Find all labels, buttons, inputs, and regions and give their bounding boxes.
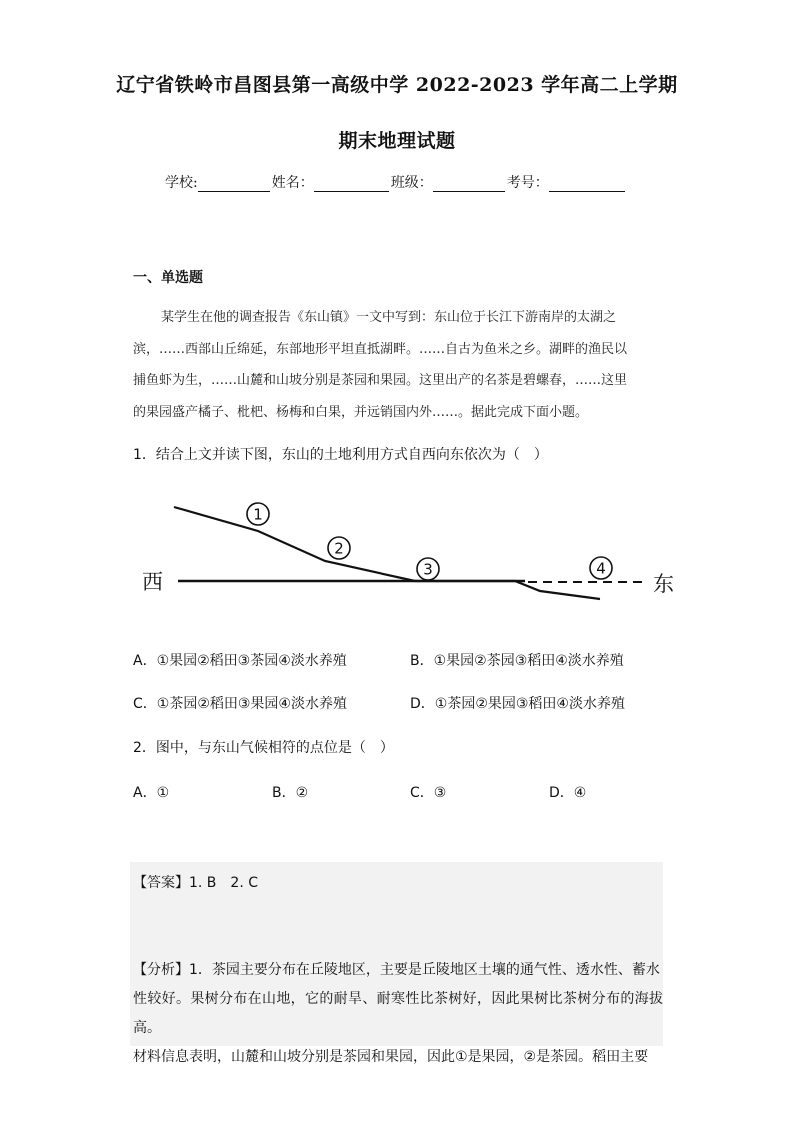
exam-number-label: 考号： xyxy=(506,175,549,191)
q2-option-c[interactable]: C．③ xyxy=(410,785,447,801)
analysis-text xyxy=(133,956,663,1072)
q1-option-c[interactable]: C．①茶园②稻田③果园④淡水养殖 xyxy=(133,696,347,712)
passage-line: 某学生在他的调查报告《东山镇》一文中写到：东山位于长江下游南岸的太湖之 xyxy=(161,310,617,325)
student-info-fields xyxy=(165,172,627,192)
question-1-stem: 1．结合上文并读下图，东山的土地利用方式自西向东依次为（ ） xyxy=(133,447,548,463)
passage-line: 的果园盛产橘子、枇杷、杨梅和白果，并远销国内外……。据此完成下面小题。 xyxy=(133,404,589,420)
school-blank[interactable] xyxy=(198,175,270,192)
terrain-profile-diagram xyxy=(130,495,680,610)
class-blank[interactable] xyxy=(433,175,505,192)
q1-option-a[interactable]: A．①果园②稻田③茶园④淡水养殖 xyxy=(133,653,347,669)
q2-option-a[interactable]: A．① xyxy=(133,785,170,801)
school-label: 学校: xyxy=(165,175,198,191)
passage-line: 滨，……西部山丘绵延，东部地形平坦直抵湖畔。……自古为鱼米之乡。湖畔的渔民以 xyxy=(133,341,628,357)
west-label: 西 xyxy=(142,570,163,594)
point-3-number: 3 xyxy=(423,560,433,579)
name-blank[interactable] xyxy=(314,175,389,192)
answer-text: 【答案】1. B 2. C xyxy=(133,875,258,891)
exam-title-line2: 期末地理试题 xyxy=(338,130,456,152)
question-2-stem: 2．图中，与东山气候相符的点位是（ ） xyxy=(133,740,394,756)
q2-option-b[interactable]: B．② xyxy=(272,785,309,801)
exam-number-blank[interactable] xyxy=(549,175,625,192)
passage-line: 捕鱼虾为生，……山麓和山坡分别是茶园和果园。这里出产的名茶是碧螺春，……这里 xyxy=(133,373,628,388)
name-label: 姓名： xyxy=(271,175,314,191)
q1-option-d[interactable]: D．①茶园②果园③稻田④淡水养殖 xyxy=(410,696,625,712)
reading-passage xyxy=(133,302,663,428)
analysis-line: 【分析】1．茶园主要分布在丘陵地区，主要是丘陵地区土壤的通气性、透水性、蓄水 xyxy=(133,962,660,978)
section-title: 一、单选题 xyxy=(133,270,203,286)
analysis-line: 性较好。果树分布在山地，它的耐旱、耐寒性比茶树好，因此果树比茶树分布的海拔高。 xyxy=(133,991,663,1036)
exam-title-line1: 辽宁省铁岭市昌图县第一高级中学 2022-2023 学年高二上学期 xyxy=(116,74,678,96)
point-4-number: 4 xyxy=(596,559,606,578)
point-2-number: 2 xyxy=(334,539,344,558)
point-1-number: 1 xyxy=(253,505,263,524)
analysis-line: 材料信息表明，山麓和山坡分别是茶园和果园，因此①是果园，②是茶园。稻田主要 xyxy=(133,1049,649,1065)
class-label: 班级： xyxy=(390,175,433,191)
q1-option-b[interactable]: B．①果园②茶园③稻田④淡水养殖 xyxy=(410,653,624,669)
east-label: 东 xyxy=(653,572,674,596)
q2-option-d[interactable]: D．④ xyxy=(549,785,587,801)
terrain-profile-line xyxy=(174,507,600,599)
